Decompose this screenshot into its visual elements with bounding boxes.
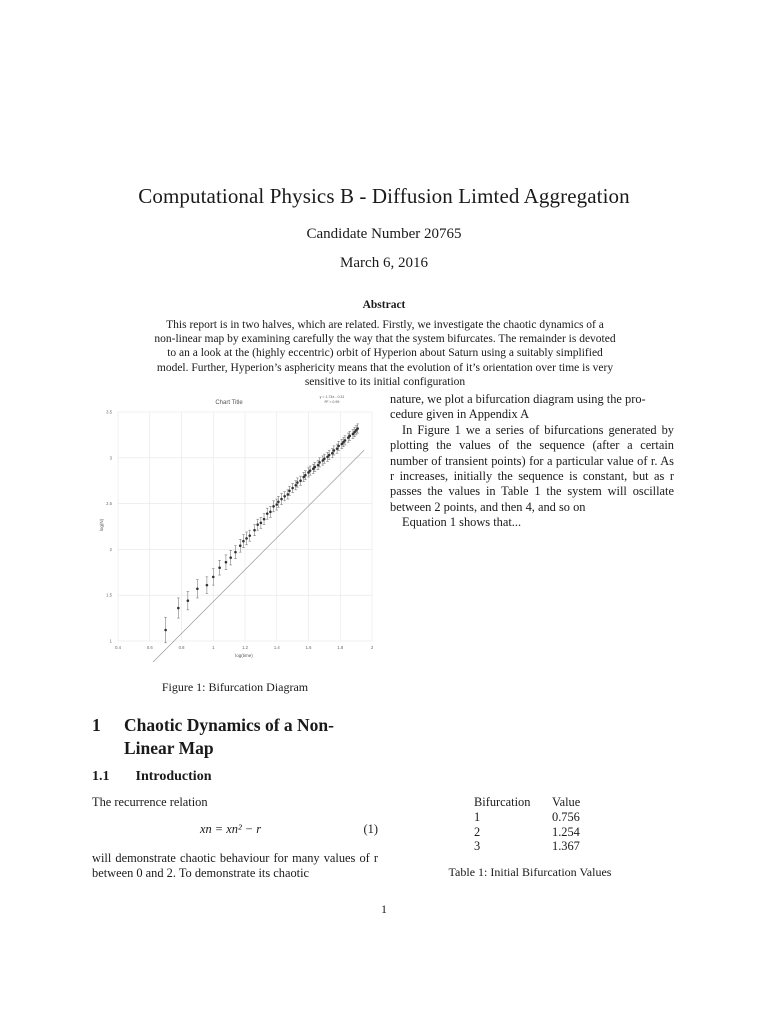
figure-caption: Figure 1: Bifurcation Diagram [161, 680, 309, 694]
data-point [242, 540, 245, 543]
data-point [196, 587, 199, 590]
x-axis-label: log(time) [235, 653, 253, 658]
table-header-row [474, 795, 586, 810]
trendline-equation: y = 1.74x - 0.31 [319, 395, 345, 399]
x-tick-label: 1.6 [305, 645, 312, 650]
paragraph-text: will demonstrate chaotic behaviour for many values of r between 0 and 2. To demonstrate its chaotic [92, 851, 378, 881]
table-cell: 2 [474, 824, 481, 839]
data-point [275, 503, 278, 506]
chart-title: Chart Title [215, 400, 243, 406]
data-point [295, 484, 298, 487]
data-point [299, 479, 302, 482]
data-point [266, 512, 269, 515]
data-point [248, 534, 251, 537]
abstract-line: non-linear map by examining carefully the way that the system bifurcates. The remainder is devoted [154, 333, 616, 346]
x-tick-label: 0.4 [115, 645, 121, 650]
data-point [344, 439, 347, 442]
abstract-body [118, 318, 652, 389]
data-point [336, 447, 339, 450]
subsection-number: 1.1 [92, 769, 110, 784]
data-point [229, 556, 232, 559]
table-cell: 0.756 [552, 809, 580, 824]
data-point [314, 466, 317, 469]
table-caption: Table 1: Initial Bifurcation Values [448, 865, 612, 879]
y-axis-label: log(N) [99, 518, 104, 532]
data-point [277, 500, 280, 503]
abstract-line: to an a look at the (highly eccentric) orbit of Hyperion about Saturn using a suitably simplified [167, 347, 603, 360]
data-point [260, 522, 263, 525]
data-point [318, 461, 321, 464]
data-point [253, 529, 256, 532]
data-point [317, 464, 320, 467]
abstract-line: This report is in two halves, which are related. Firstly, we investigate the chaotic dynamics of a [166, 319, 604, 331]
abstract-heading: Abstract [362, 299, 406, 311]
author-line: Candidate Number 20765 [306, 226, 462, 242]
y-tick-label: 2 [109, 546, 112, 552]
table-row [474, 810, 586, 825]
bifurcation-table [474, 795, 586, 854]
trendline [150, 450, 364, 662]
paragraph [92, 851, 378, 882]
paragraph: Equation 1 shows that... [402, 515, 522, 530]
data-point [212, 576, 215, 579]
data-point [269, 511, 272, 514]
bifurcation-chart [92, 392, 378, 662]
table-header: Bifurcation [474, 795, 531, 809]
data-point [296, 481, 299, 484]
x-tick-label: 1.8 [337, 645, 344, 650]
table-row [474, 825, 586, 840]
data-point [234, 551, 237, 554]
date-line: March 6, 2016 [340, 255, 428, 271]
data-point [187, 599, 190, 602]
data-point [331, 452, 334, 455]
data-point [263, 518, 266, 521]
x-tick-label: 2 [370, 645, 374, 650]
data-point [333, 449, 336, 452]
data-point [225, 561, 228, 564]
subsection-heading [92, 769, 211, 785]
page-number: 1 [381, 902, 387, 916]
x-tick-label: 1.4 [273, 645, 280, 650]
data-point [177, 607, 180, 610]
data-point [337, 445, 340, 448]
trendline-r2: R² = 0.99 [324, 400, 340, 404]
equation-number: (1) [363, 822, 378, 836]
data-point [239, 544, 242, 547]
data-point [245, 537, 248, 540]
figure-1 [92, 392, 378, 662]
data-point [309, 469, 312, 472]
table-row [474, 839, 586, 854]
table-cell: 1.367 [552, 839, 580, 854]
table-cell: 1 [474, 809, 481, 824]
data-point [356, 427, 359, 430]
subsection-title: Introduction [135, 769, 212, 784]
equation-1 [92, 822, 378, 840]
data-point [164, 629, 167, 632]
paragraph: cedure given in Appendix A [390, 407, 530, 422]
x-tick-label: 0.6 [146, 645, 153, 650]
document-title: Computational Physics B - Diffusion Limted Aggregation [138, 184, 630, 208]
data-point [283, 495, 286, 498]
table-header: Value [552, 795, 581, 809]
equation-math: xn = xn² − r [200, 822, 262, 836]
data-point [288, 489, 291, 492]
paragraph: In Figure 1 we a series of bifurcations generated by plotting the values of the sequence (after a certain number of transient points) for a particular value of r. As r increases, initially the sequence is constant, but as r passes the values in Table 1 the system will oscillate between 2 points, and then 4, and so on [390, 422, 674, 514]
abstract-line: model. Further, Hyperion’s asphericity means that the evolution of it’s orientation over time is very [156, 361, 614, 374]
section-number: 1 [92, 715, 101, 735]
y-tick-label: 3.5 [106, 409, 112, 415]
table-cell: 1.254 [552, 824, 580, 839]
table-cell: 3 [474, 839, 481, 854]
data-point [206, 584, 209, 587]
data-point [291, 487, 294, 490]
abstract-line: sensitive to its initial configuration [304, 375, 466, 388]
right-column-text [390, 392, 674, 531]
y-tick-label: 2.5 [106, 501, 112, 507]
data-point [256, 523, 259, 526]
data-point [323, 457, 326, 460]
data-point [348, 435, 351, 438]
data-point [272, 505, 275, 508]
x-tick-label: 1.2 [242, 645, 248, 650]
paragraph: The recurrence relation [92, 795, 208, 809]
data-point [280, 498, 283, 501]
x-tick-label: 1 [212, 645, 215, 650]
paragraph: nature, we plot a bifurcation diagram using the pro- [390, 392, 646, 406]
y-tick-label: 3 [109, 455, 112, 461]
section-title: Chaotic Dynamics of a Non-Linear Map [124, 715, 334, 758]
y-tick-label: 1.5 [106, 592, 112, 598]
data-point [328, 454, 331, 457]
x-tick-label: 0.8 [178, 645, 185, 650]
y-tick-label: 1 [109, 638, 112, 644]
data-point [218, 566, 221, 569]
data-point [304, 474, 307, 477]
